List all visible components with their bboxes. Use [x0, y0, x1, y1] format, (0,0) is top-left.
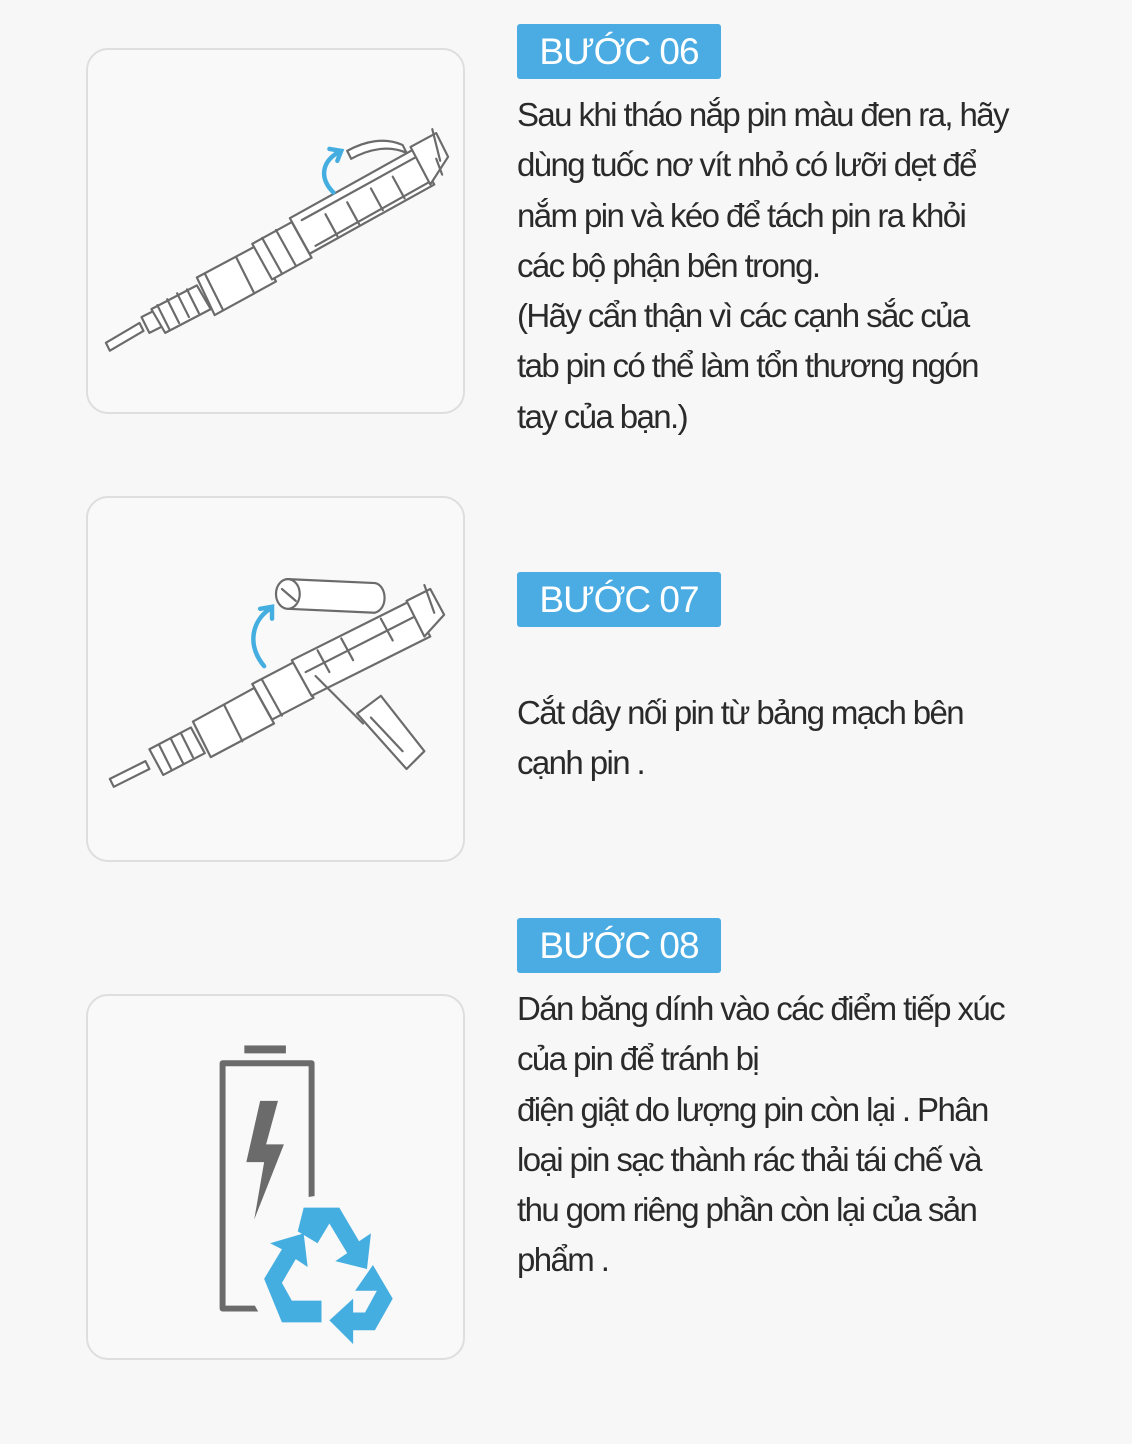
step-07-description — [517, 688, 1077, 789]
step-08-line: của pin để tránh bị — [517, 1040, 759, 1078]
battery-removal-icon — [88, 498, 463, 860]
step-06-line: tab pin có thể làm tổn thương ngón — [517, 347, 978, 385]
step-08-line: điện giật do lượng pin còn lại . Phân — [517, 1090, 988, 1128]
step-08-line: loại pin sạc thành rác thải tái chế và — [517, 1140, 981, 1178]
step-06-line: nắm pin và kéo để tách pin ra khỏi — [517, 196, 966, 234]
step-07-illustration-card — [86, 496, 465, 862]
step-08-line: thu gom riêng phần còn lại của sản — [517, 1191, 977, 1229]
step-06-line: dùng tuốc nơ vít nhỏ có lưỡi dẹt để — [517, 146, 976, 184]
step-07-line: cạnh pin . — [517, 744, 645, 782]
step-06-line: Sau khi tháo nắp pin màu đen ra, hãy — [517, 96, 1008, 133]
screwdriver-open-cap-icon — [88, 50, 463, 412]
battery-recycle-icon — [88, 996, 463, 1358]
step-08-badge: BƯỚC 08 — [517, 918, 721, 973]
step-08-illustration-card — [86, 994, 465, 1360]
step-06-illustration-card — [86, 48, 465, 414]
step-08-description — [517, 984, 1077, 1286]
step-06-line: (Hãy cẩn thận vì các cạnh sắc của — [517, 297, 969, 335]
step-08-line: Dán băng dính vào các điểm tiếp xúc — [517, 990, 1005, 1027]
step-06-line: tay của bạn.) — [517, 397, 687, 435]
step-06-description — [517, 90, 1077, 442]
step-06-badge: BƯỚC 06 — [517, 24, 721, 79]
step-08-line: phẩm . — [517, 1241, 609, 1279]
step-07-line: Cắt dây nối pin từ bảng mạch bên — [517, 694, 964, 731]
step-06-line: các bộ phận bên trong. — [517, 246, 820, 284]
step-07-badge: BƯỚC 07 — [517, 572, 721, 627]
